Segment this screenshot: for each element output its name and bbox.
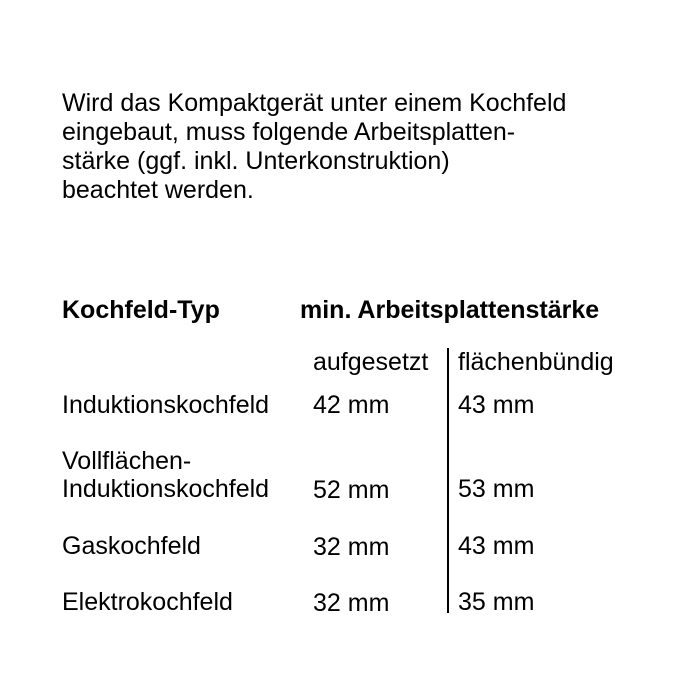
row-flush-value: 35 mm bbox=[458, 588, 535, 616]
column-header-type: Kochfeld-Typ bbox=[62, 296, 220, 324]
subheader-flush: flächenbündig bbox=[458, 348, 614, 376]
row-mounted-value: 32 mm bbox=[313, 533, 390, 561]
row-type-label: Gaskochfeld bbox=[62, 532, 201, 560]
row-mounted-value: 52 mm bbox=[313, 476, 390, 504]
subheader-mounted: aufgesetzt bbox=[313, 348, 429, 376]
intro-line: eingebaut, muss folgende Arbeitsplatten- bbox=[62, 118, 516, 146]
intro-line: beachtet werden. bbox=[62, 176, 254, 204]
intro-paragraph bbox=[62, 89, 662, 205]
row-mounted-value: 42 mm bbox=[313, 391, 390, 419]
row-flush-value: 53 mm bbox=[458, 475, 535, 503]
row-flush-value: 43 mm bbox=[458, 532, 535, 560]
row-type-label: Elektrokochfeld bbox=[62, 588, 233, 616]
intro-line: stärke (ggf. inkl. Unterkonstruktion) bbox=[62, 147, 450, 175]
column-divider bbox=[447, 348, 449, 613]
row-mounted-value: 32 mm bbox=[313, 589, 390, 617]
row-type-label: Induktionskochfeld bbox=[62, 475, 270, 503]
row-type-label: Induktionskochfeld bbox=[62, 391, 270, 419]
row-type-label: Vollflächen- bbox=[62, 447, 192, 475]
column-header-thickness: min. Arbeitsplattenstärke bbox=[300, 296, 600, 324]
row-flush-value: 43 mm bbox=[458, 391, 535, 419]
intro-line: Wird das Kompaktgerät unter einem Kochfeld bbox=[62, 89, 567, 117]
